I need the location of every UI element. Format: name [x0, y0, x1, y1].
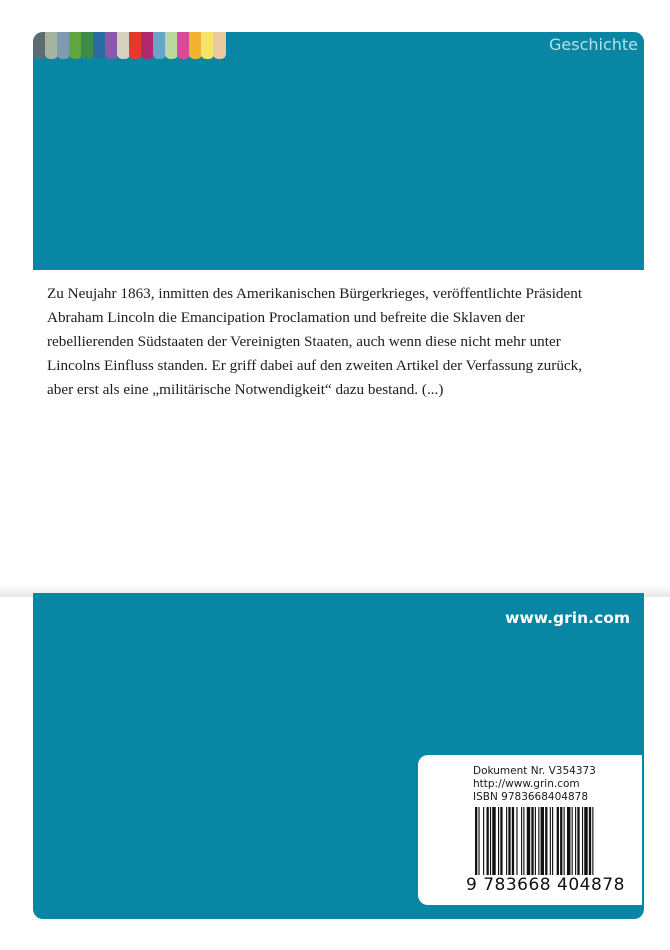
blurb-line: Zu Neujahr 1863, inmitten des Amerikanischen Bürgerkrieges, veröffentlichte Präsident — [47, 285, 583, 302]
isbn-barcode — [473, 807, 631, 875]
barcode-box — [418, 755, 642, 905]
publisher-url: www.grin.com — [505, 609, 630, 627]
cover-bottom-panel — [33, 593, 644, 919]
blurb-line: Lincolns Einfluss standen. Er griff dabei auf den zweiten Artikel der Verfassung zurück, — [47, 357, 583, 374]
color-stripe — [213, 32, 226, 59]
blurb-text — [47, 282, 632, 402]
isbn-text: ISBN 9783668404878 — [473, 791, 589, 803]
category-label: Geschichte — [548, 35, 638, 54]
cover-top-panel — [33, 32, 644, 270]
document-number: Dokument Nr. V354373 — [473, 765, 596, 777]
blurb-line: rebellierenden Südstaaten der Vereinigten Staaten, auch wenn diese nicht mehr unter — [47, 333, 561, 350]
document-info — [473, 765, 596, 804]
document-url: http://www.grin.com — [473, 778, 580, 790]
color-stripes — [33, 32, 225, 59]
isbn-digits: 9 783668 404878 — [466, 875, 625, 895]
blurb-line: Abraham Lincoln die Emancipation Proclamation und befreite die Sklaven der — [47, 309, 525, 326]
blurb-line: aber erst als eine „militärische Notwendigkeit“ dazu bestand. (...) — [47, 381, 444, 398]
